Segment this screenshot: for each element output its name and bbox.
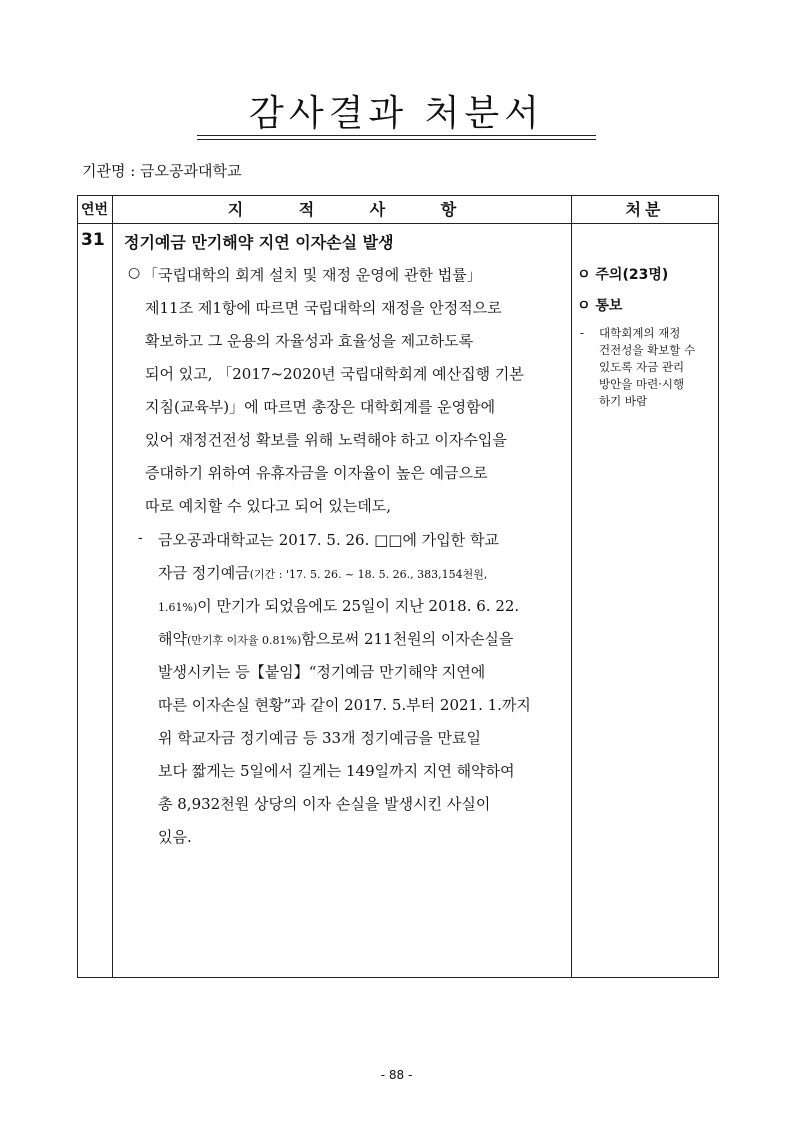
para2-line-4-note: (만기후 이자율 0.81%)	[186, 634, 302, 647]
action-notice: ㅇ 통보	[577, 298, 623, 314]
header-action: 처분	[625, 200, 665, 219]
title-underline-2	[197, 139, 596, 140]
action-caution: ㅇ 주의(23명)	[577, 267, 669, 283]
dash-bullet: -	[138, 530, 143, 546]
action-detail-line-1: 대학회계의 재정	[599, 326, 681, 340]
para2-line-8: 보다 짧게는 5일에서 길게는 149일까지 지연 해약하여	[158, 762, 515, 780]
header-finding: 지 적 사 항	[227, 200, 457, 219]
finding-subject: 정기예금 만기해약 지연 이자손실 발생	[124, 233, 394, 252]
para1-line-1: 「국립대학의 회계 설치 및 재정 운영에 관한 법률」	[143, 266, 482, 284]
para2-line-3-text: 이 만기가 되었음에도 25일이 지난 2018. 6. 22.	[197, 597, 520, 615]
finding-number: 31	[81, 230, 105, 250]
para2-line-9: 총 8,932천원 상당의 이자 손실을 발생시킨 사실이	[158, 795, 491, 813]
para1-line-3: 확보하고 그 운용의 자율성과 효율성을 제고하도록	[145, 332, 474, 350]
para2-line-6: 따른 이자손실 현황”과 같이 2017. 5.부터 2021. 1.까지	[158, 696, 531, 714]
para2-line-1: 금오공과대학교는 2017. 5. 26. □□에 가입한 학교	[158, 531, 499, 549]
para2-line-5: 발생시키는 등【붙임】“정기예금 만기해약 지연에	[158, 663, 486, 681]
para2-line-3-note: 1.61%)	[158, 601, 198, 614]
para1-line-5: 지침(교육부)」에 따르면 총장은 대학회계를 운영함에	[145, 398, 496, 416]
para2-line-3	[158, 595, 519, 616]
page-number: - 88 -	[380, 1068, 413, 1082]
para2-line-10: 있음.	[158, 828, 192, 846]
para1-line-7: 증대하기 위하여 유휴자금을 이자율이 높은 예금으로	[145, 464, 488, 482]
circle-bullet: ○	[128, 265, 141, 281]
para2-line-4-text-a: 해약	[158, 630, 187, 648]
para1-line-2: 제11조 제1항에 따르면 국립대학의 재정을 안정적으로	[145, 299, 502, 317]
column-divider-2	[571, 195, 572, 978]
header-number: 연번	[80, 202, 109, 218]
para2-line-2-text: 자금 정기예금	[158, 564, 250, 582]
para1-line-6: 있어 재정건전성 확보를 위해 노력해야 하고 이자수입을	[145, 431, 507, 449]
action-detail-line-4: 방안을 마련·시행	[599, 377, 685, 391]
title-underline	[197, 135, 596, 136]
action-detail-line-5: 하기 바람	[599, 394, 648, 408]
para2-line-2	[158, 562, 487, 583]
para1-line-4: 되어 있고, 「2017~2020년 국립대학회계 예산집행 기본	[145, 365, 524, 383]
para2-line-4	[158, 628, 513, 649]
action-detail-line-3: 있도록 자금 관리	[599, 360, 685, 374]
para2-line-7: 위 학교자금 정기예금 등 33개 정기예금을 만료일	[158, 729, 482, 747]
para2-line-2-note: (기간 : '17. 5. 26. ~ 18. 5. 26., 383,154천원,	[249, 568, 488, 581]
action-dash: -	[580, 326, 585, 340]
organization-line: 기관명 : 금오공과대학교	[82, 162, 242, 180]
action-detail-line-2: 건전성을 확보할 수	[599, 343, 696, 357]
para1-line-8: 따로 예치할 수 있다고 되어 있는데도,	[145, 497, 391, 515]
para2-line-4-text-b: 함으로써 211천원의 이자손실을	[301, 630, 514, 648]
document-title: 감사결과 처분서	[249, 93, 544, 134]
column-divider-1	[112, 195, 113, 978]
